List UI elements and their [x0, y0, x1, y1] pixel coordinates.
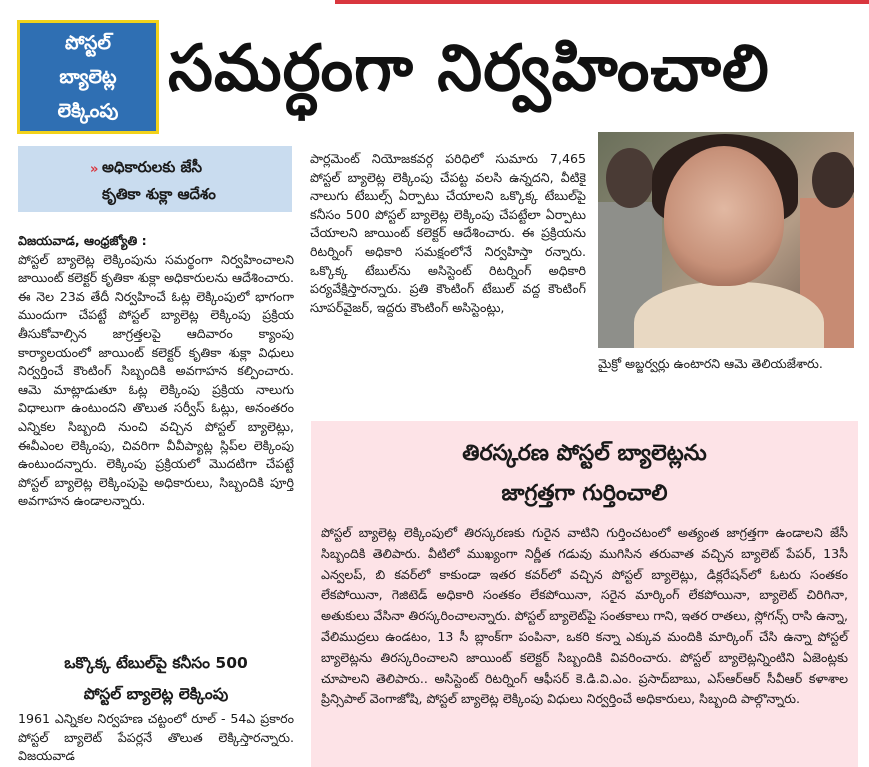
subheading-line-2: కృతికా శుక్లా ఆదేశం [102, 185, 216, 203]
subheading-line-1: అధికారులకు జేసీ [102, 158, 203, 176]
tag-line-3: లెక్కింపు [57, 100, 119, 122]
top-accent-line [335, 0, 869, 4]
column-1-body: పోస్టల్ బ్యాలెట్ల లెక్కింపును సమర్థంగా నిర్వహించాలని జాయింట్ కలెక్టర్ కృతికా శుక్లా అధికారులను ఆదేశించారు. ఈ నెల 23వ తేదీ నిర్వహించే ఓట్ల లెక్కింపులో భాగంగా ముందుగా చేపట్టే పోస్టల్ బ్యాలెట్ల లెక్కింపు ప్రక్రియ తీసుకోవాల్సిన జాగ్రత్తలపై ఆదివారం క్యాంపు కార్యాలయంలో జాయింట్ కలెక్టర్ కృతికా శుక్లా విధులు నిర్వర్తించే కౌంటింగ్ సిబ్బందికి అవగాహన కల్పించారు. ఆమె మాట్లాడుతూ ఓట్ల లెక్కింపు ప్రక్రియ నాలుగు విధాలుగా ఉంటుందని తొలుత సర్వీస్ ఓట్లు, అనంతరం ఎన్నికల సిబ్బంది నుంచి వచ్చిన పోస్టల్ బ్యాలెట్లు, ఈవీఎంల లెక్కింపు, చివరిగా వీవీప్యాట్ల స్లిప్‌ల లెక్కింపు ఉంటుందన్నారు. లెక్కింపు ప్రక్రియలో మొదటిగా చేపట్టే పోస్టల్ బ్యాలెట్ల లెక్కింపుపై అధికారులు, సిబ్బందికి పూర్తి అవగాహన ఉండాలన్నారు. [18, 251, 294, 509]
column-2 [310, 150, 586, 412]
column-1-subhead-2: పోస్టల్ బ్యాలెట్ల లెక్కింపు [83, 685, 229, 703]
box-body: పోస్టల్ బ్యాలెట్ల లెక్కింపులో తిరస్కరణకు గురైన వాటిని గుర్తించటంలో అత్యంత జాగ్రత్తగా ఉండాలని జేసీ సిబ్బందికి తెలిపారు. వీటిలో ముఖ్యంగా నిర్ణీత గడువు ముగిసిన తరువాత వచ్చిన బ్యాలెట్ పేపర్, 13సీ ఎన్వలప్, బి కవర్‌లో కాకుండా ఇతర కవర్‌లో వచ్చిన పోస్టల్ బ్యాలెట్లు, డిక్లరేషన్‌లో ఓటరు సంతకం లేకపోయినా, గెజిటెడ్ అధికారి సంతకం లేకపోయినా, సరైన మార్కింగ్ లేకపోయినా, బ్యాలెట్ చిరిగినా, అతుకులు వేసినా తిరస్కరించాలన్నారు. పోస్టల్ బ్యాలెట్‌పై సంతకాలు గాని, ఇతర రాతలు, స్లోగన్స్ రాసి ఉన్నా, వేలిముద్రలు ఉండటం, 13 సీ బ్లాంక్‌గా పంపినా, ఒకరి కన్నా ఎక్కువ మందికి మార్కింగ్ చేసి ఉన్నా పోస్టల్ బ్యాలెట్లను తిరస్కరించాలని జాయింట్ కలెక్టర్ సిబ్బందికి వివరించారు. పోస్టల్ బ్యాలెట్లన్నింటిని ఏజెంట్లకు చూపాలని తెలిపారు.. అసిస్టెంట్ రిటర్నింగ్ ఆఫీసర్ కె.డి.వి.ఎం. ప్రసాద్‌బాబు, ఎస్ఆర్ఆర్ సీవీఆర్ కళాశాల ప్రిన్సిపాల్ వెంగాజోషి, పోస్టల్ బ్యాలెట్ల లెక్కింపు విధులు నిర్వర్తించే అధికారులు, సిబ్బంది పాల్గొన్నారు. [321, 525, 848, 707]
subheading-box [18, 146, 292, 212]
box-title-2: జాగ్రత్తగా గుర్తించాలి [501, 481, 668, 506]
dateline: విజయవాడ, ఆంధ్రజ్యోతి : [18, 233, 147, 248]
photo-subject-face [664, 146, 784, 286]
double-chevron-icon: » [90, 162, 99, 177]
highlight-box [311, 421, 858, 767]
photo-subject-body [634, 282, 824, 348]
tag-line-2: బ్యాలెట్ల [59, 66, 117, 88]
box-title-1: తిరస్కరణ పోస్టల్ బ్యాలెట్లను [462, 441, 707, 466]
headline: సమర్ధంగా నిర్వహించాలి [168, 32, 770, 106]
section-tag [17, 20, 159, 134]
photo-bg-person-left-head [606, 148, 654, 208]
column-2-body: పార్లమెంట్ నియోజకవర్గ పరిధిలో సుమారు 7,465 పోస్టల్ బ్యాలెట్ల లెక్కింపు చేపట్ట వలసి ఉన్నదని, వీటికై నాలుగు టేబుల్స్ ఏర్పాటు చేయాలని ఒక్కొక్క టేబుల్‌పై కనీసం 500 పోస్టల్ బ్యాలెట్ల లెక్కింపు చేపట్టేలా ఏర్పాటు చేయాలని జాయింట్ కలెక్టర్ ఆదేశించారు. ఈ ప్రక్రియను రిటర్నింగ్ అధికారి సమక్షంలోనే నిర్వహిస్తా రన్నారు. ఒక్కొక్క టేబుల్‌ను అసిస్టెంట్ రిటర్నింగ్ అధికారి పర్యవేక్షిస్తారన్నారు. ప్రతి కౌంటింగ్ టేబుల్ వద్ద కౌంటింగ్ సూపర్‌వైజర్, ఇద్దరు కౌంటింగ్ అసిస్టెంట్లు, [310, 151, 586, 315]
column-1-body-2 [18, 710, 294, 767]
photo-caption: మైక్రో అబ్జర్వర్లు ఉంటారని ఆమె తెలియజేశారు. [598, 356, 823, 371]
column-1 [18, 232, 294, 642]
column-1-subhead-1: ఒక్కొక్క టేబుల్‌పై కనీసం 500 [64, 654, 248, 672]
photo-joint-collector [598, 132, 854, 348]
photo-bg-person-right-head [812, 152, 854, 208]
column-1-body-2-text: 1961 ఎన్నికల నిర్వహణ చట్టంలో రూల్ - 54ఎ ప్రకారం పోస్టల్ బ్యాలెట్ పేపర్లనే తొలుత లెక్కిస్తారన్నారు. విజయవాడ [18, 711, 294, 764]
tag-line-1: పోస్టల్ [65, 32, 111, 54]
